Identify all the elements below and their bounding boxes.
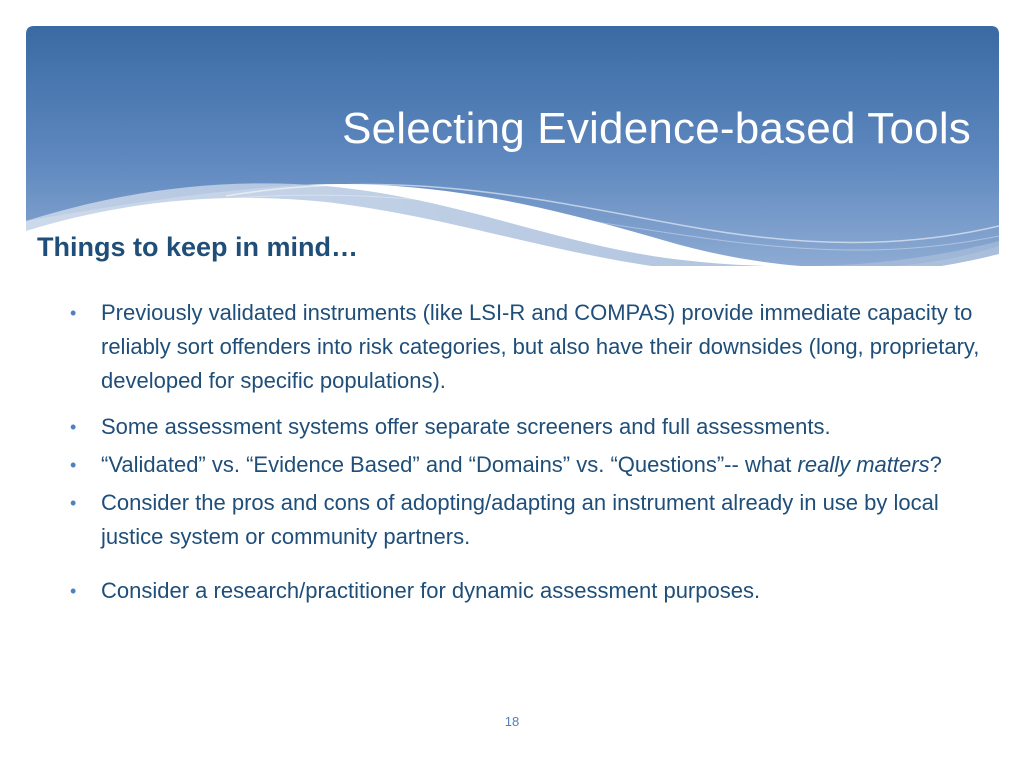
- bullet-icon: •: [70, 581, 77, 601]
- bullet-text: Consider the pros and cons of adopting/adapting an instrument already in use by local justice system or community partners.: [101, 490, 939, 549]
- bullet-text: “Validated” vs. “Evidence Based” and “Domains” vs. “Questions”-- what: [101, 452, 798, 477]
- bullet-item: [70, 574, 995, 608]
- slide-title: Selecting Evidence-based Tools: [342, 104, 971, 153]
- slide-header-banner: [26, 26, 999, 266]
- bullet-item: [70, 410, 995, 444]
- bullet-icon: •: [70, 303, 77, 323]
- bullet-item: [70, 448, 995, 482]
- page-number: 18: [504, 714, 520, 729]
- bullet-text: Consider a research/practitioner for dynamic assessment purposes.: [101, 578, 761, 603]
- bullet-text: Previously validated instruments (like LSI-R and COMPAS) provide immediate capacity to reliably sort offenders into risk categories, but also have their downsides (long, proprietary, developed for specific populations).: [101, 300, 980, 393]
- slide-subheading: Things to keep in mind…: [37, 232, 359, 262]
- bullet-list: [70, 296, 995, 608]
- bullet-icon: •: [70, 417, 77, 437]
- bullet-item: [70, 486, 995, 554]
- bullet-item: [70, 296, 995, 398]
- bullet-icon: •: [70, 455, 77, 475]
- bullet-emphasis: really matters: [797, 452, 930, 477]
- bullet-icon: •: [70, 493, 77, 513]
- bullet-suffix: ?: [929, 452, 942, 477]
- bullet-text: Some assessment systems offer separate screeners and full assessments.: [101, 414, 831, 439]
